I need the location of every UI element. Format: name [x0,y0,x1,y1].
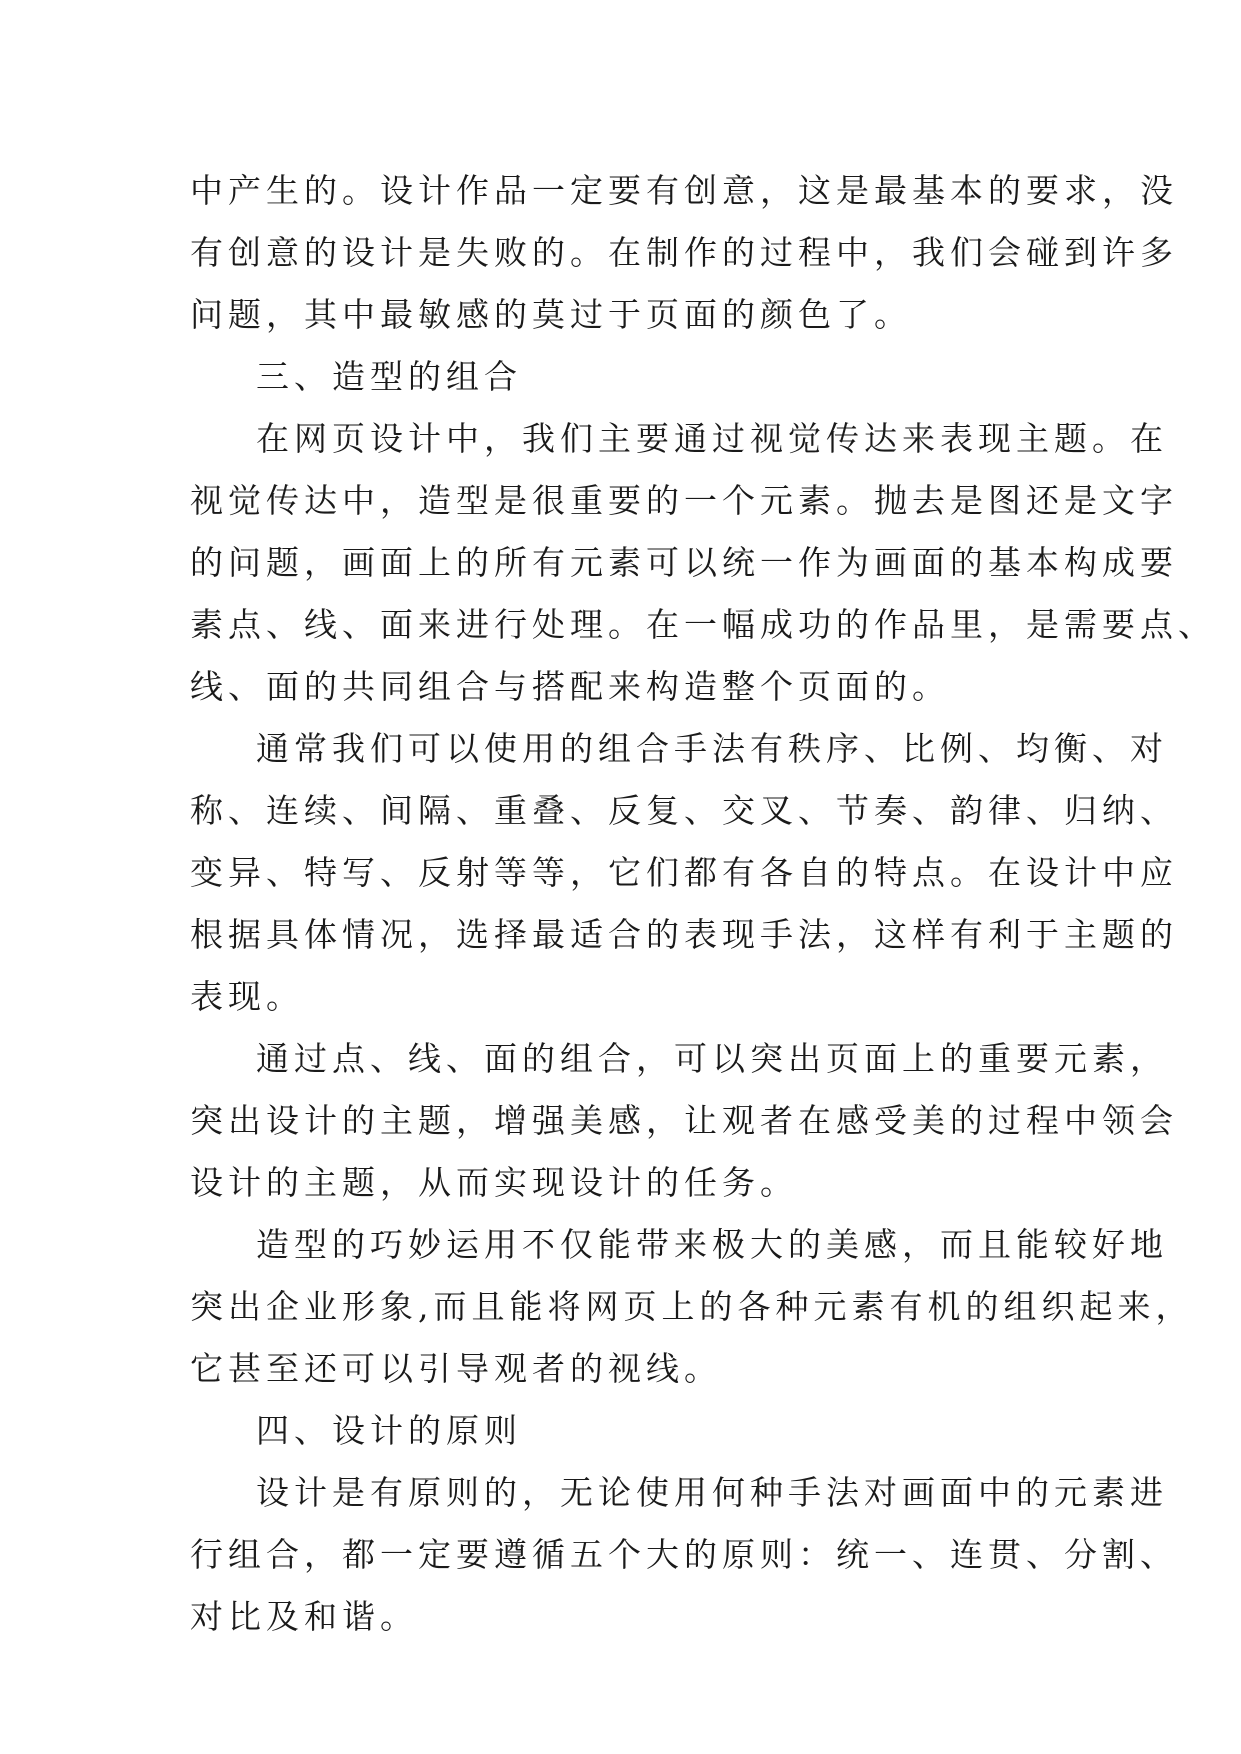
text-line: 线、面的共同组合与搭配来构造整个页面的。 [190,667,950,706]
text-line: 通常我们可以使用的组合手法有秩序、比例、均衡、对 [256,729,1168,768]
text-line: 造型的巧妙运用不仅能带来极大的美感，而且能较好地 [256,1225,1168,1264]
text-line: 在网页设计中，我们主要通过视觉传达来表现主题。在 [256,419,1168,458]
text-line: 问题，其中最敏感的莫过于页面的颜色了。 [190,295,912,334]
text-line: 根据具体情况，选择最适合的表现手法，这样有利于主题的 [190,915,1178,954]
text-line: 设计是有原则的，无论使用何种手法对画面中的元素进 [256,1473,1168,1512]
text-line: 的问题，画面上的所有元素可以统一作为画面的基本构成要 [190,543,1178,582]
text-line: 表现。 [190,977,304,1016]
text-line: 行组合，都一定要遵循五个大的原则：统一、连贯、分割、 [190,1535,1178,1574]
section-heading: 三、造型的组合 [256,357,522,396]
text-line: 中产生的。设计作品一定要有创意，这是最基本的要求，没 [190,171,1178,210]
text-line: 它甚至还可以引导观者的视线。 [190,1349,722,1388]
text-line: 变异、特写、反射等等，它们都有各自的特点。在设计中应 [190,853,1178,892]
text-line: 视觉传达中，造型是很重要的一个元素。抛去是图还是文字 [190,481,1178,520]
text-line: 有创意的设计是失败的。在制作的过程中，我们会碰到许多 [190,233,1178,272]
text-line: 突出设计的主题，增强美感，让观者在感受美的过程中领会 [190,1101,1178,1140]
text-line: 称、连续、间隔、重叠、反复、交叉、节奏、韵律、归纳、 [190,791,1178,830]
text-line: 对比及和谐。 [190,1597,418,1636]
text-line: 突出企业形象,而且能将网页上的各种元素有机的组织起来， [190,1287,1194,1326]
text-line: 设计的主题，从而实现设计的任务。 [190,1163,798,1202]
document-body [190,160,1216,1648]
text-line: 通过点、线、面的组合，可以突出页面上的重要元素， [256,1039,1168,1078]
text-line: 素点、线、面来进行处理。在一幅成功的作品里，是需要点、 [190,605,1216,644]
section-heading: 四、设计的原则 [256,1411,522,1450]
